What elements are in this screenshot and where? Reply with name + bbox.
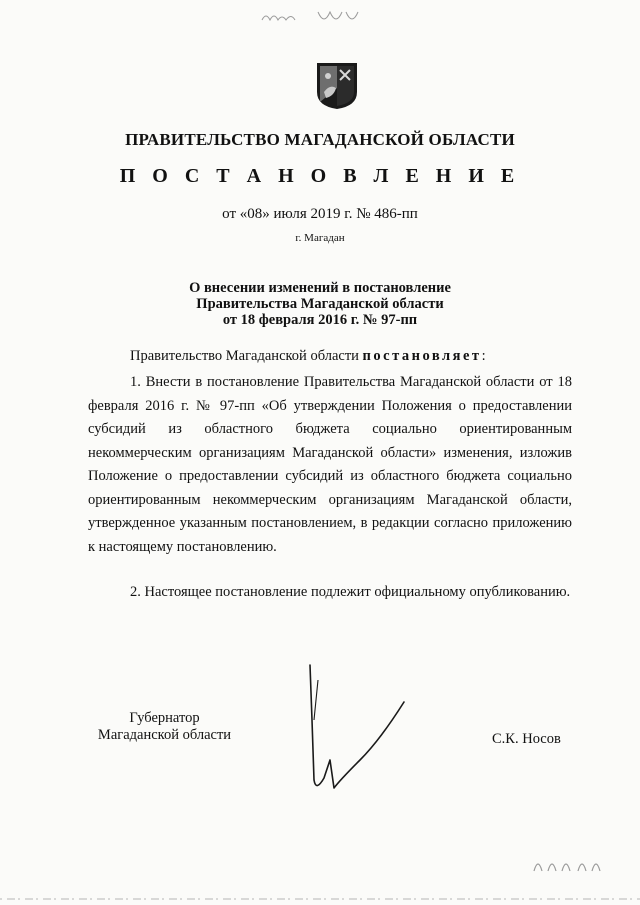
organization-title: ПРАВИТЕЛЬСТВО МАГАДАНСКОЙ ОБЛАСТИ [125, 130, 515, 149]
document-city: г. Магадан [295, 232, 345, 244]
subject-line-1: О внесении изменений в постановление [189, 280, 451, 296]
document-date-number: от «08» июля 2019 г. № 486-пп [222, 206, 418, 222]
document-type: П О С Т А Н О В Л Е Н И Е [119, 165, 521, 187]
scan-edge-noise [0, 896, 640, 902]
page-number-stamp [530, 853, 610, 877]
intro-text: Правительство Магаданской области [130, 348, 359, 364]
resolution-intro [88, 345, 572, 369]
registration-stamp [258, 6, 368, 28]
paragraph-2: 2. Настоящее постановление подлежит официальному опубликованию. [130, 584, 571, 600]
handwritten-signature [300, 660, 410, 800]
position-line-2: Магаданской области [97, 727, 232, 743]
intro-colon: : [481, 348, 486, 364]
signatory-name: С.К. Носов [492, 731, 561, 747]
intro-verb: постановляет [362, 348, 482, 364]
paragraph-1: 1. Внести в постановление Правительства Магаданской области от 18 февраля 2016 г. № 97-пп «Об утверждении Положения о предоставлении субсидий из областного бюджета социально ориентированным некоммерческим организациям Магаданской области» изменения, изложив Положение о предоставлении субсидий из областного бюджета социально ориентированным некоммерческим организациям Магаданской области, утвержденное указанным постановлением, в редакции согласно приложению к настоящему постановлению. [88, 374, 572, 555]
subject-line-3: от 18 февраля 2016 г. № 97-пп [222, 312, 418, 328]
position-line-1: Губернатор [129, 710, 200, 726]
coat-of-arms-icon [316, 62, 358, 110]
subject-line-2: Правительства Магаданской области [196, 296, 444, 312]
document-subject [0, 280, 640, 328]
signatory-position [92, 710, 237, 744]
